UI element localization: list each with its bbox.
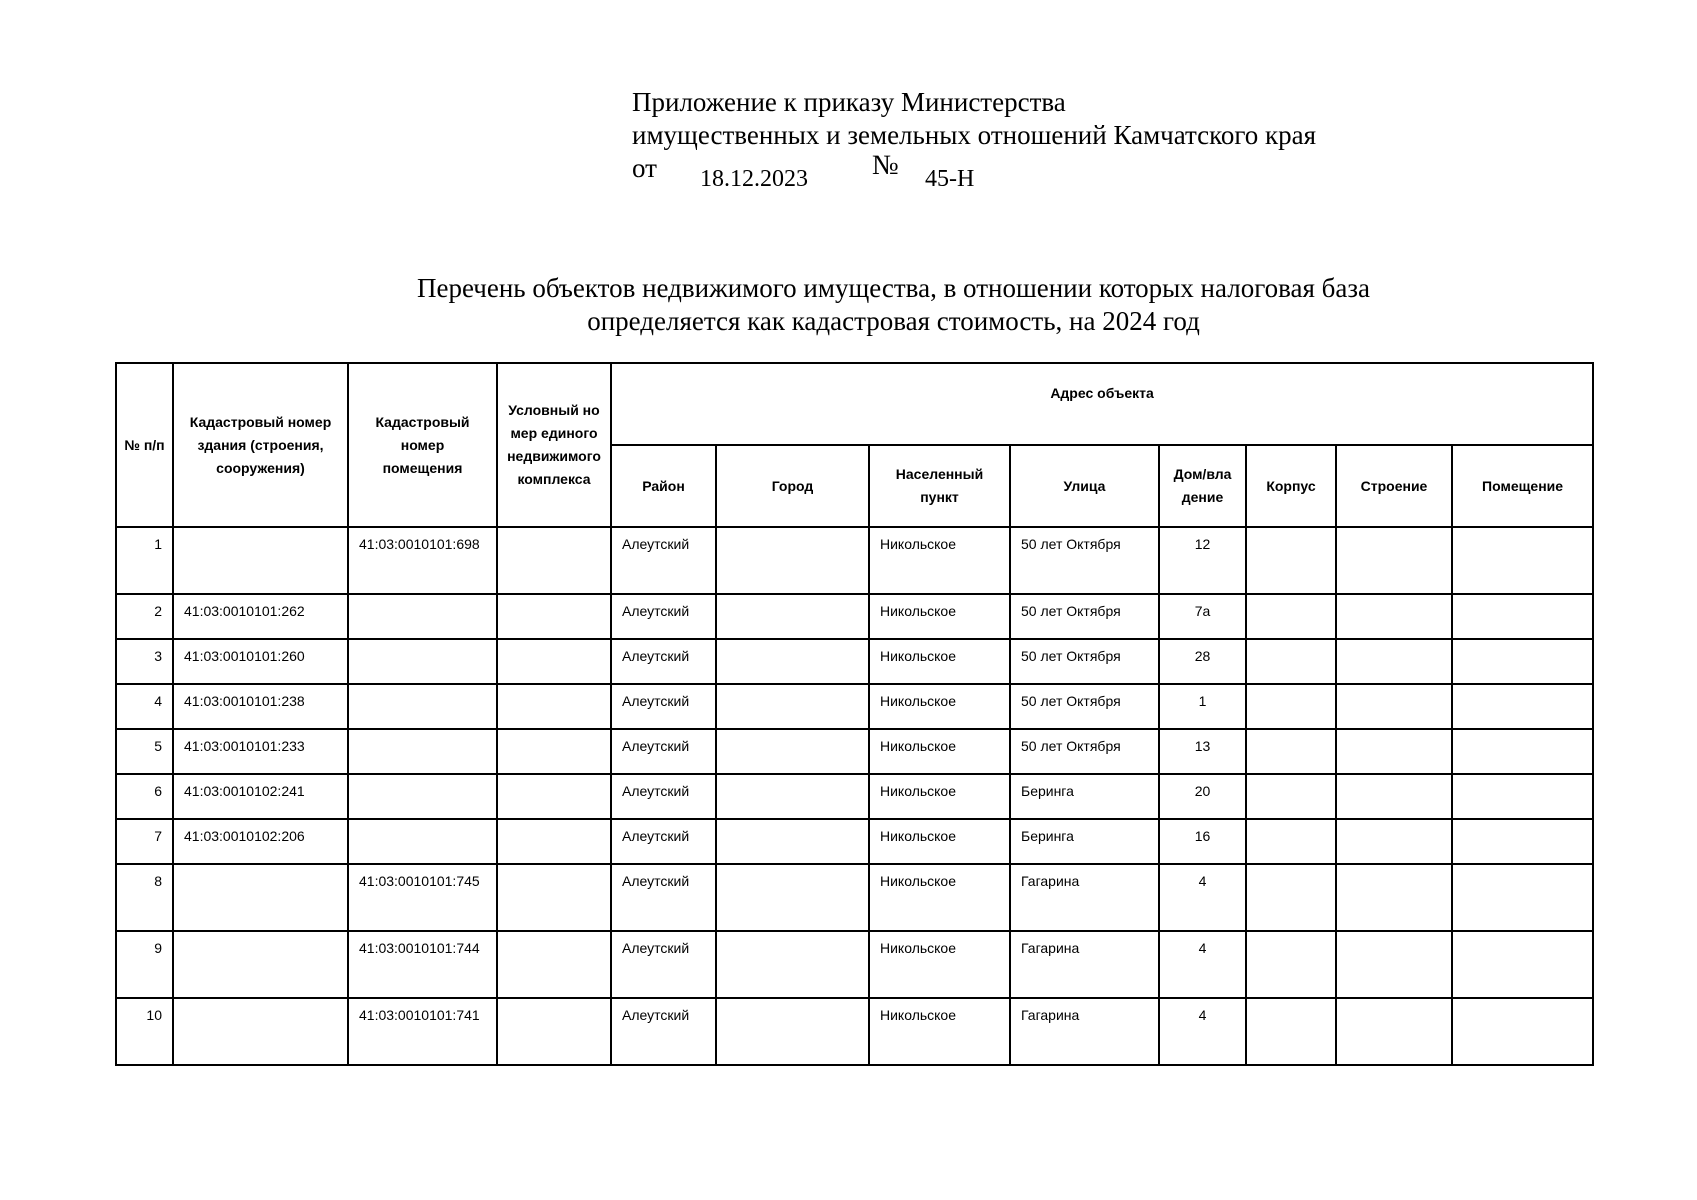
table-row <box>116 639 1593 684</box>
district-cell: Алеутский <box>611 774 716 819</box>
street-cell: Беринга <box>1010 819 1159 864</box>
city-cell <box>716 594 869 639</box>
order-date-number-row <box>632 152 1316 192</box>
house-cell: 4 <box>1159 864 1246 931</box>
district-cell: Алеутский <box>611 639 716 684</box>
district-cell: Алеутский <box>611 594 716 639</box>
room-cell <box>1452 998 1593 1065</box>
row-num: 2 <box>116 594 173 639</box>
locality-cell: Никольское <box>869 684 1010 729</box>
district-cell: Алеутский <box>611 998 716 1065</box>
building-cadastral-cell <box>173 864 348 931</box>
house-cell: 12 <box>1159 527 1246 594</box>
row-num: 8 <box>116 864 173 931</box>
number-sign: № <box>872 150 899 181</box>
building-cadastral-cell: 41:03:0010101:262 <box>173 594 348 639</box>
room-cell <box>1452 684 1593 729</box>
header-district: Район <box>611 445 716 527</box>
complex-cell <box>497 594 611 639</box>
korpus-cell <box>1246 864 1336 931</box>
building-cadastral-cell <box>173 998 348 1065</box>
table-row <box>116 998 1593 1065</box>
city-cell <box>716 684 869 729</box>
street-cell: 50 лет Октября <box>1010 684 1159 729</box>
locality-cell: Никольское <box>869 864 1010 931</box>
room-cadastral-cell: 41:03:0010101:698 <box>348 527 497 594</box>
street-cell: Гагарина <box>1010 864 1159 931</box>
title-line-1: Перечень объектов недвижимого имущества, в отношении которых налоговая база <box>416 273 1371 303</box>
building-cadastral-cell: 41:03:0010101:238 <box>173 684 348 729</box>
header-address: Адрес объекта <box>611 363 1593 445</box>
locality-cell: Никольское <box>869 527 1010 594</box>
row-num: 9 <box>116 931 173 998</box>
city-cell <box>716 864 869 931</box>
stroenie-cell <box>1336 998 1452 1065</box>
row-num: 10 <box>116 998 173 1065</box>
table-row <box>116 527 1593 594</box>
building-cadastral-cell <box>173 527 348 594</box>
complex-cell <box>497 639 611 684</box>
house-cell: 4 <box>1159 998 1246 1065</box>
stroenie-cell <box>1336 527 1452 594</box>
locality-cell: Никольское <box>869 594 1010 639</box>
complex-cell <box>497 774 611 819</box>
house-cell: 4 <box>1159 931 1246 998</box>
street-cell: Гагарина <box>1010 931 1159 998</box>
korpus-cell <box>1246 774 1336 819</box>
room-cell <box>1452 594 1593 639</box>
table-header-row-1 <box>116 363 1593 445</box>
stroenie-cell <box>1336 931 1452 998</box>
row-num: 5 <box>116 729 173 774</box>
complex-cell <box>497 931 611 998</box>
stroenie-cell <box>1336 864 1452 931</box>
row-num: 4 <box>116 684 173 729</box>
korpus-cell <box>1246 527 1336 594</box>
district-cell: Алеутский <box>611 684 716 729</box>
order-number: 45-Н <box>925 166 975 192</box>
date-prefix-label: от <box>632 153 657 183</box>
table-row <box>116 774 1593 819</box>
room-cadastral-cell <box>348 684 497 729</box>
header-street: Улица <box>1010 445 1159 527</box>
room-cell <box>1452 639 1593 684</box>
title-line-2: определяется как кадастровая стоимость, на 2024 год <box>587 306 1200 336</box>
order-date: 18.12.2023 <box>700 166 808 192</box>
stroenie-cell <box>1336 684 1452 729</box>
row-num: 1 <box>116 527 173 594</box>
korpus-cell <box>1246 639 1336 684</box>
korpus-cell <box>1246 684 1336 729</box>
header-line-1: Приложение к приказу Министерства <box>632 87 1066 117</box>
table-row <box>116 729 1593 774</box>
header-stroenie: Строение <box>1336 445 1452 527</box>
stroenie-cell <box>1336 594 1452 639</box>
room-cadastral-cell: 41:03:0010101:741 <box>348 998 497 1065</box>
house-cell: 13 <box>1159 729 1246 774</box>
room-cadastral-cell <box>348 819 497 864</box>
korpus-cell <box>1246 594 1336 639</box>
street-cell: Беринга <box>1010 774 1159 819</box>
room-cadastral-cell <box>348 774 497 819</box>
district-cell: Алеутский <box>611 527 716 594</box>
korpus-cell <box>1246 998 1336 1065</box>
header-house: Дом/вла дение <box>1159 445 1246 527</box>
house-cell: 28 <box>1159 639 1246 684</box>
document-title <box>0 272 1697 338</box>
city-cell <box>716 639 869 684</box>
street-cell: Гагарина <box>1010 998 1159 1065</box>
header-locality: Населенный пункт <box>869 445 1010 527</box>
header-complex-number: Условный номер единого недвижимого комплекса <box>497 363 611 527</box>
building-cadastral-cell: 41:03:0010102:206 <box>173 819 348 864</box>
row-num: 3 <box>116 639 173 684</box>
header-korpus: Корпус <box>1246 445 1336 527</box>
district-cell: Алеутский <box>611 819 716 864</box>
table-row <box>116 819 1593 864</box>
complex-cell <box>497 684 611 729</box>
street-cell: 50 лет Октября <box>1010 639 1159 684</box>
complex-cell <box>497 729 611 774</box>
city-cell <box>716 931 869 998</box>
stroenie-cell <box>1336 639 1452 684</box>
locality-cell: Никольское <box>869 729 1010 774</box>
table-row <box>116 931 1593 998</box>
room-cell <box>1452 774 1593 819</box>
room-cadastral-cell: 41:03:0010101:745 <box>348 864 497 931</box>
locality-cell: Никольское <box>869 774 1010 819</box>
header-building-cadastral: Кадастровый номер здания (строения, сооружения) <box>173 363 348 527</box>
house-cell: 7а <box>1159 594 1246 639</box>
building-cadastral-cell: 41:03:0010101:233 <box>173 729 348 774</box>
table-row <box>116 594 1593 639</box>
room-cadastral-cell <box>348 594 497 639</box>
korpus-cell <box>1246 819 1336 864</box>
complex-cell <box>497 998 611 1065</box>
room-cadastral-cell: 41:03:0010101:744 <box>348 931 497 998</box>
street-cell: 50 лет Октября <box>1010 527 1159 594</box>
city-cell <box>716 527 869 594</box>
district-cell: Алеутский <box>611 864 716 931</box>
locality-cell: Никольское <box>869 639 1010 684</box>
row-num: 6 <box>116 774 173 819</box>
header-city: Город <box>716 445 869 527</box>
property-registry-table <box>115 362 1594 1066</box>
table-row <box>116 684 1593 729</box>
korpus-cell <box>1246 931 1336 998</box>
district-cell: Алеутский <box>611 729 716 774</box>
complex-cell <box>497 527 611 594</box>
header-room: Помещение <box>1452 445 1593 527</box>
stroenie-cell <box>1336 819 1452 864</box>
building-cadastral-cell <box>173 931 348 998</box>
city-cell <box>716 998 869 1065</box>
order-attachment-header <box>632 86 1316 192</box>
street-cell: 50 лет Октября <box>1010 594 1159 639</box>
header-line-2: имущественных и земельных отношений Камчатского края <box>632 120 1317 150</box>
complex-cell <box>497 864 611 931</box>
row-num: 7 <box>116 819 173 864</box>
korpus-cell <box>1246 729 1336 774</box>
room-cell <box>1452 931 1593 998</box>
city-cell <box>716 819 869 864</box>
street-cell: 50 лет Октября <box>1010 729 1159 774</box>
room-cell <box>1452 527 1593 594</box>
room-cadastral-cell <box>348 639 497 684</box>
room-cell <box>1452 729 1593 774</box>
locality-cell: Никольское <box>869 931 1010 998</box>
city-cell <box>716 729 869 774</box>
header-room-cadastral: Кадастровый номер помещения <box>348 363 497 527</box>
room-cadastral-cell <box>348 729 497 774</box>
locality-cell: Никольское <box>869 819 1010 864</box>
stroenie-cell <box>1336 774 1452 819</box>
header-num: № п/п <box>116 363 173 527</box>
complex-cell <box>497 819 611 864</box>
room-cell <box>1452 864 1593 931</box>
room-cell <box>1452 819 1593 864</box>
building-cadastral-cell: 41:03:0010102:241 <box>173 774 348 819</box>
city-cell <box>716 774 869 819</box>
table-row <box>116 864 1593 931</box>
house-cell: 16 <box>1159 819 1246 864</box>
house-cell: 20 <box>1159 774 1246 819</box>
district-cell: Алеутский <box>611 931 716 998</box>
stroenie-cell <box>1336 729 1452 774</box>
house-cell: 1 <box>1159 684 1246 729</box>
locality-cell: Никольское <box>869 998 1010 1065</box>
building-cadastral-cell: 41:03:0010101:260 <box>173 639 348 684</box>
